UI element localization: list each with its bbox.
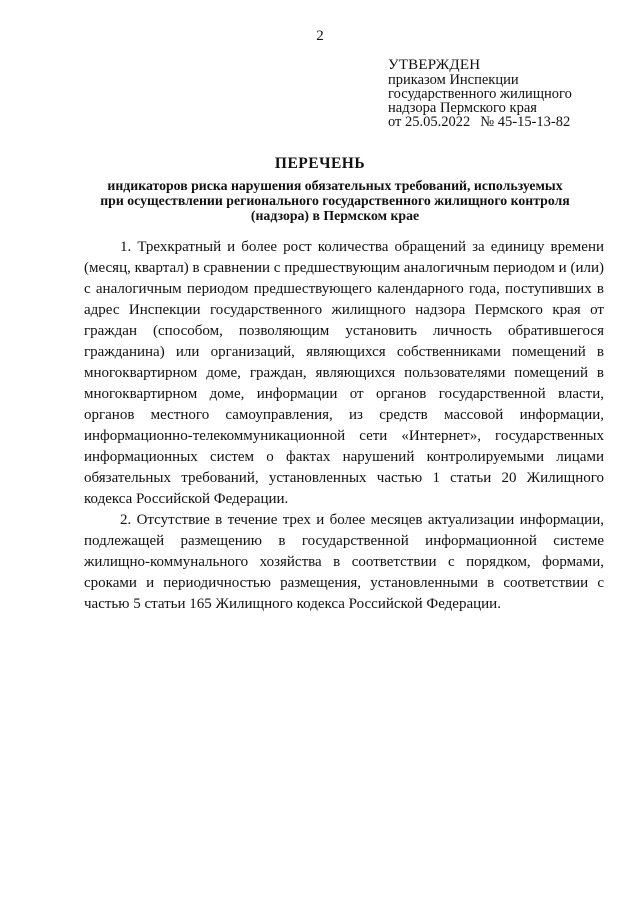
approval-line: приказом Инспекции: [388, 72, 519, 88]
approval-line: государственного жилищного: [388, 86, 572, 102]
approval-date: от 25.05.2022: [388, 114, 471, 130]
approval-block: [388, 57, 628, 129]
subtitle-line: при осуществлении регионального государственного жилищного контроля: [100, 193, 570, 208]
document-title: ПЕРЕЧЕНЬ: [274, 155, 366, 172]
paragraph-1: 1. Трехкратный и более рост количества обращений за единицу времени (месяц, квартал) в сравнении с предшествующим аналогичным периодом и (или) с аналогичным периодом предшествующего календарного года, поступивших в адрес Инспекции государственного жилищного надзора Пермского края от граждан (способом, позволяющим установить личность обратившегося гражданина) или организаций, являющихся собственниками помещений в многоквартирном доме, граждан, являющихся пользователями помещений в многоквартирном доме, информации от органов государственной власти, органов местного самоуправления, из средств массовой информации, информационно-телекоммуникационной сети «Интернет», государственных информационных систем о фактах нарушений контролируемыми лицами обязательных требований, установленных частью 1 статьи 20 Жилищного кодекса Российской Федерации.: [84, 239, 604, 507]
approval-heading: УТВЕРЖДЕН: [388, 57, 481, 73]
approval-line: надзора Пермского края: [388, 100, 537, 116]
approval-number: № 45-15-13-82: [480, 114, 571, 130]
paragraph-2: 2. Отсутствие в течение трех и более месяцев актуализации информации, подлежащей размещению в государственной информационной системе жилищно-коммунального хозяйства в соответствии с порядком, формами, сроками и периодичностью размещения, установленными в соответствии с частью 5 статьи 165 Жилищного кодекса Российской Федерации.: [84, 512, 604, 612]
document-subtitle: [70, 178, 600, 223]
approval-date-line: [388, 115, 628, 129]
subtitle-line: индикаторов риска нарушения обязательных требований, используемых: [107, 178, 563, 193]
page-number: 2: [316, 28, 324, 44]
document-body: [84, 237, 604, 615]
subtitle-line: (надзора) в Пермском крае: [250, 208, 420, 223]
